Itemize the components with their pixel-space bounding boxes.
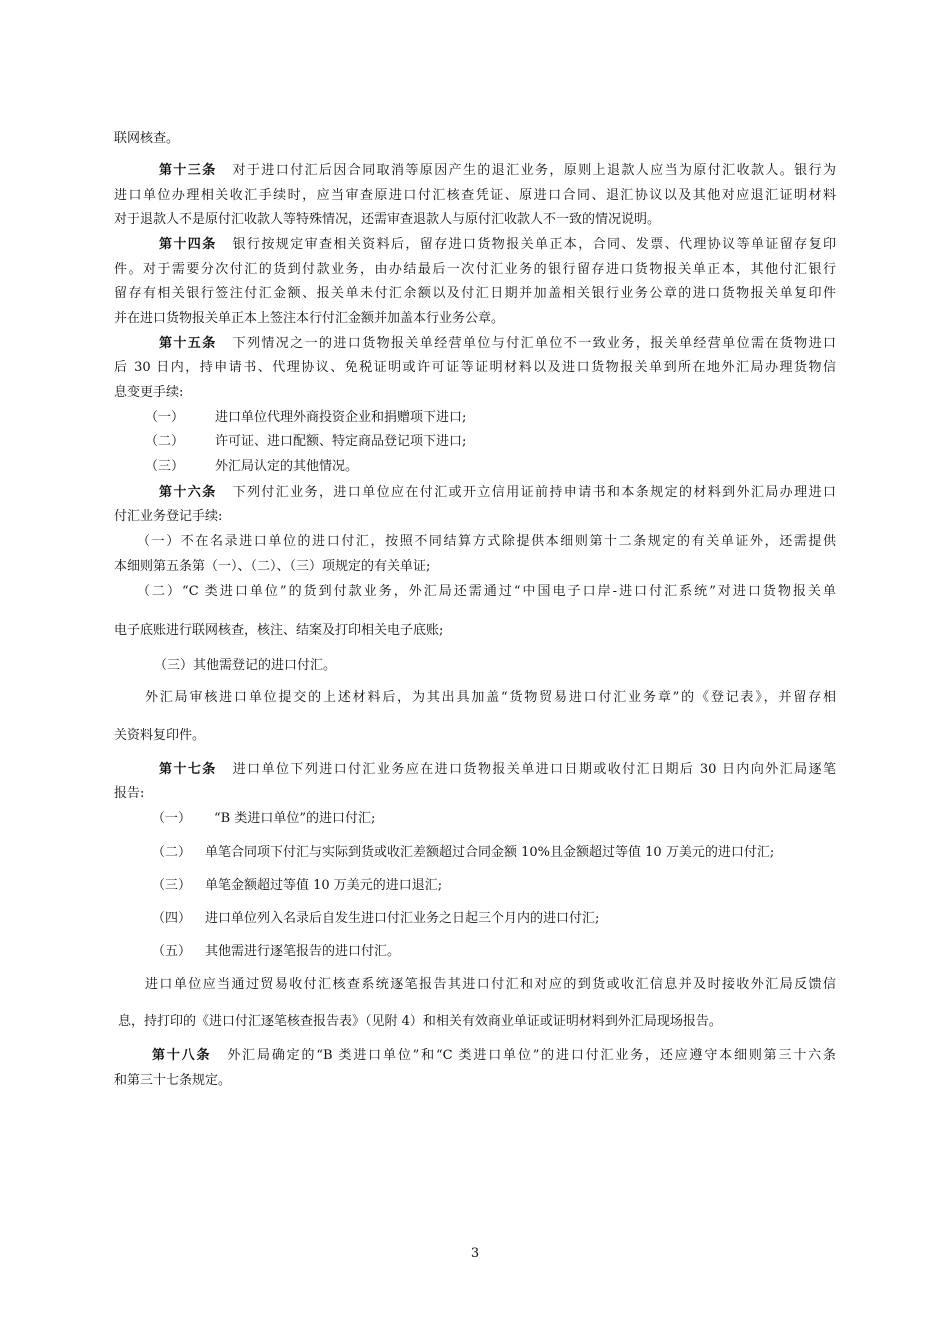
list-item: （一） 进口单位代理外商投资企业和捐赠项下进口; <box>145 410 467 425</box>
text-line: 进口单位办理相关收汇手续时，应当审查原进口付汇核查凭证、原进口合同、退汇协议以及其他对应退汇证明材料 <box>114 188 836 203</box>
text-line: 件。对于需要分次付汇的货到付款业务，由办结最后一次付汇业务的银行留存进口货物报关单正本，其他付汇银行 <box>114 262 836 277</box>
article-16-label: 第十六条 <box>159 485 217 500</box>
text-line: （三）其他需登记的进口付汇。 <box>154 658 337 673</box>
list-item: （一） “B 类进口单位”的进口付汇; <box>152 811 376 826</box>
text-line: 息，持打印的《进口付汇逐笔核查报告表》（见附 4）和相关有效商业单证或证明材料到外汇局现场报告。 <box>118 1014 722 1029</box>
list-item: （五） 其他需进行逐笔报告的进口付汇。 <box>152 944 401 959</box>
article-17-line: 第十七条 进口单位下列进口付汇业务应在进口货物报关单进口日期或收付汇日期后 30 日内向外汇局逐笔 <box>159 762 836 777</box>
list-item: （二） 单笔合同项下付汇与实际到货或收汇差额超过合同金额 10%且金额超过等值 10 万美元的进口付汇; <box>152 845 775 860</box>
text-line: （一）不在名录进口单位的进口付汇，按照不同结算方式除提供本细则第十二条规定的有关单证外，还需提供 <box>137 534 836 549</box>
article-18-line: 第十八条 外汇局确定的“B 类进口单位”和“C 类进口单位”的进口付汇业务，还应遵守本细则第三十六条 <box>152 1048 836 1063</box>
text-line: 电子底账进行联网核查，核注、结案及打印相关电子底账; <box>114 623 444 638</box>
text-line: 本细则第五条第（一）、（二）、（三）项规定的有关单证; <box>114 559 431 574</box>
article-13-label: 第十三条 <box>159 163 217 178</box>
text-line: 留存有相关银行签注付汇金额、报关单未付汇余额以及付汇日期并加盖相关银行业务公章的进口货物报关单复印件 <box>114 286 836 301</box>
text-line: 报告: <box>114 786 145 801</box>
article-13-line: 第十三条 对于进口付汇后因合同取消等原因产生的退汇业务，原则上退款人应当为原付汇收款人。银行为 <box>159 163 836 178</box>
list-item: （四） 进口单位列入名录后自发生进口付汇业务之日起三个月内的进口付汇; <box>152 911 600 926</box>
article-17-label: 第十七条 <box>159 762 217 777</box>
list-item: （三） 单笔金额超过等值 10 万美元的进口退汇; <box>152 878 443 893</box>
text-line: 并在进口货物报关单正本上签注本行付汇金额并加盖本行业务公章。 <box>114 311 505 326</box>
text-line: 和第三十七条规定。 <box>114 1073 232 1088</box>
text-line: 付汇业务登记手续: <box>114 509 223 524</box>
page-number: 3 <box>470 1246 480 1261</box>
text-line: 关资料复印件。 <box>114 728 206 743</box>
text-line: 外汇局审核进口单位提交的上述材料后，为其出具加盖“货物贸易进口付汇业务章”的《登记表》，并留存相 <box>145 690 836 705</box>
article-15-label: 第十五条 <box>159 336 217 351</box>
text-line: 后 30 日内，持申请书、代理协议、免税证明或许可证等证明材料以及进口货物报关单到所在地外汇局办理货物信 <box>114 360 836 375</box>
text-line: 息变更手续: <box>114 385 184 400</box>
article-16-line: 第十六条 下列付汇业务，进口单位应在付汇或开立信用证前持申请书和本条规定的材料到外汇局办理进口 <box>159 485 836 500</box>
article-14-line: 第十四条 银行按规定审查相关资料后，留存进口货物报关单正本，合同、发票、代理协议等单证留存复印 <box>159 237 836 252</box>
text-line: 联网核查。 <box>114 131 180 146</box>
article-14-label: 第十四条 <box>159 237 217 252</box>
text-line: （二）“C 类进口单位”的货到付款业务，外汇局还需通过“中国电子口岸-进口付汇系统”对进口货物报关单 <box>137 584 836 599</box>
text-line: 进口单位应当通过贸易收付汇核查系统逐笔报告其进口付汇和对应的到货或收汇信息并及时接收外汇局反馈信 <box>145 977 836 992</box>
list-item: （二） 许可证、进口配额、特定商品登记项下进口; <box>145 434 467 449</box>
article-15-line: 第十五条 下列情况之一的进口货物报关单经营单位与付汇单位不一致业务，报关单经营单位需在货物进口 <box>159 336 836 351</box>
article-18-label: 第十八条 <box>152 1048 212 1063</box>
text-line: 对于退款人不是原付汇收款人等特殊情况，还需审查退款人与原付汇收款人不一致的情况说明。 <box>114 212 661 227</box>
list-item: （三） 外汇局认定的其他情况。 <box>145 459 359 474</box>
